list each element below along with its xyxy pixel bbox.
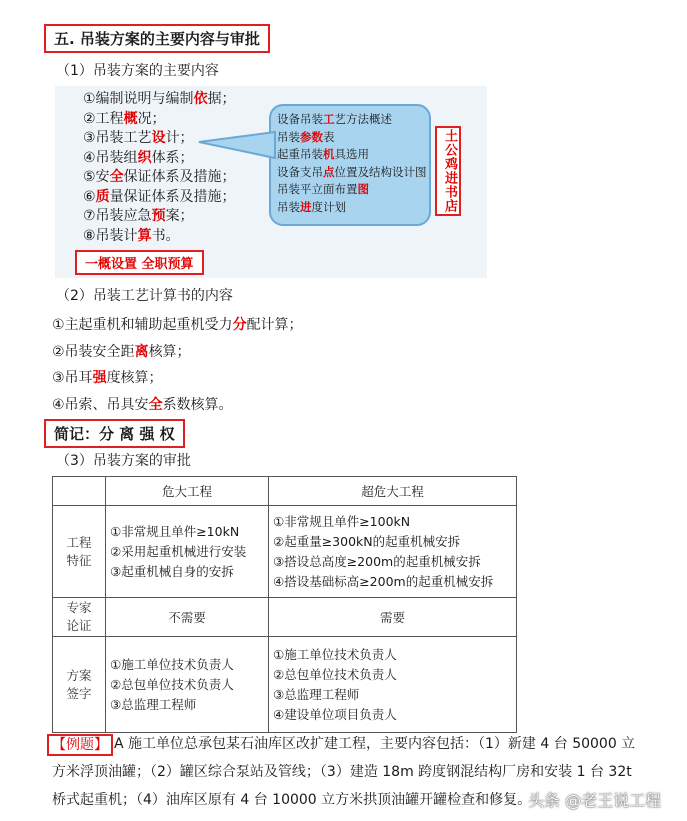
cell-major-features: ①非常规且单件≥10kN ②采用起重机械进行安装 ③起重机械自身的安拆 [106,506,269,598]
main-content-list [83,90,236,246]
keyword-highlight: 预 [151,208,166,224]
calc-item: ①主起重机和辅助起重机受力分配计算； [52,317,303,333]
keyword-highlight: 机 [323,147,335,161]
subheading-approval: （3）吊装方案的审批 [56,453,191,469]
row-label-signature: 方案 签字 [53,637,106,733]
main-content-item: ⑦吊装应急预案； [83,208,194,224]
approval-table [52,476,517,733]
process-design-callout [269,104,431,226]
example-line-2: 方米浮顶油罐；（2）罐区综合泵站及管线；（3）建造 18m 跨度钢混结构厂房和安装 1 台 32t [52,764,632,780]
main-content-item: ⑥质量保证体系及措施； [83,188,236,205]
keyword-highlight: 算 [137,227,152,244]
main-content-item: ③吊装工艺设计； [83,130,194,146]
calc-item: ③吊耳强度核算； [52,370,163,386]
cell-major-signature: ①施工单位技术负责人 ②总包单位技术负责人 ③总监理工程师 [106,637,269,733]
section-heading: 五. 吊装方案的主要内容与审批 [44,24,270,53]
table-row [53,598,517,637]
keyword-highlight: 设 [151,130,166,146]
callout-pointer [197,126,277,166]
mnemonic-bottom-stamp: 一概设置 全职预算 [75,250,204,275]
subheading-main-content: （1）吊装方案的主要内容 [56,63,219,79]
cell-major-expert: 不需要 [106,598,269,637]
col-header-super-major: 超危大工程 [269,477,517,506]
calc-item: ②吊装安全距离核算； [52,343,191,360]
keyword-highlight: 工 [323,112,335,126]
main-content-item: ④吊装组织体系； [83,149,194,166]
keyword-highlight: 进 [300,199,312,214]
cell-super-signature: ①施工单位技术负责人 ②总包单位技术负责人 ③总监理工程师 ④建设单位项目负责人 [269,637,517,733]
col-header-major: 危大工程 [106,477,269,506]
row-label-expert: 专家 论证 [53,598,106,637]
watermark: 头条 @老王说工程 [528,791,662,810]
callout-item: 吊装进度计划 [277,199,346,214]
main-content-item: ⑧吊装计算书。 [83,227,180,244]
main-content-figure [55,86,487,278]
keyword-highlight: 织 [137,149,152,166]
main-content-item: ⑤安全保证体系及措施； [83,169,236,185]
callout-item: 设备支吊点位置及结构设计图 [277,164,427,179]
callout-item: 吊装参数表 [277,129,335,144]
callout-item: 设备吊装工艺方法概述 [277,112,392,126]
example-line-1: A 施工单位总承包某石油库区改扩建工程，主要内容包括：（1）新建 4 台 50000 立 [114,736,636,752]
keyword-highlight: 质 [95,188,110,205]
keyword-highlight: 概 [123,110,138,127]
subheading-calc-book: （2）吊装工艺计算书的内容 [56,288,233,304]
memo-box: 简记：分 离 强 权 [44,419,185,448]
keyword-highlight: 分 [232,317,247,333]
table-row [53,506,517,598]
keyword-highlight: 参数 [300,129,323,144]
keyword-highlight: 图 [357,182,369,196]
keyword-highlight: 强 [92,370,107,386]
mnemonic-vertical-stamp: 土公鸡进书店 [435,126,461,216]
keyword-highlight: 点 [323,164,335,179]
calc-item: ④吊索、吊具安全系数核算。 [52,396,233,413]
calc-items-list [52,312,303,418]
example-line-3: 桥式起重机；（4）油库区原有 4 台 10000 立方米拱顶油罐开罐检查和修复。 [52,792,532,808]
callout-item: 起重吊装机具选用 [277,147,369,161]
cell-super-expert: 需要 [269,598,517,637]
example-tag: 【例题】 [47,734,113,756]
row-label-features: 工程 特征 [53,506,106,598]
table-row [53,637,517,733]
callout-item: 吊装平立面布置图 [277,182,369,196]
table-header-row [53,477,517,506]
keyword-highlight: 离 [134,343,149,360]
keyword-highlight: 全 [109,169,124,185]
keyword-highlight: 全 [148,396,163,413]
keyword-highlight: 依 [193,91,208,107]
table-corner [53,477,106,506]
cell-super-features: ①非常规且单件≥100kN ②起重量≥300kN的起重机械安拆 ③搭设总高度≥200m的起重机械安拆 ④搭设基础标高≥200m的起重机械安拆 [269,506,517,598]
callout-list [277,111,427,216]
main-content-item: ①编制说明与编制依据； [83,91,236,107]
main-content-item: ②工程概况； [83,110,166,127]
